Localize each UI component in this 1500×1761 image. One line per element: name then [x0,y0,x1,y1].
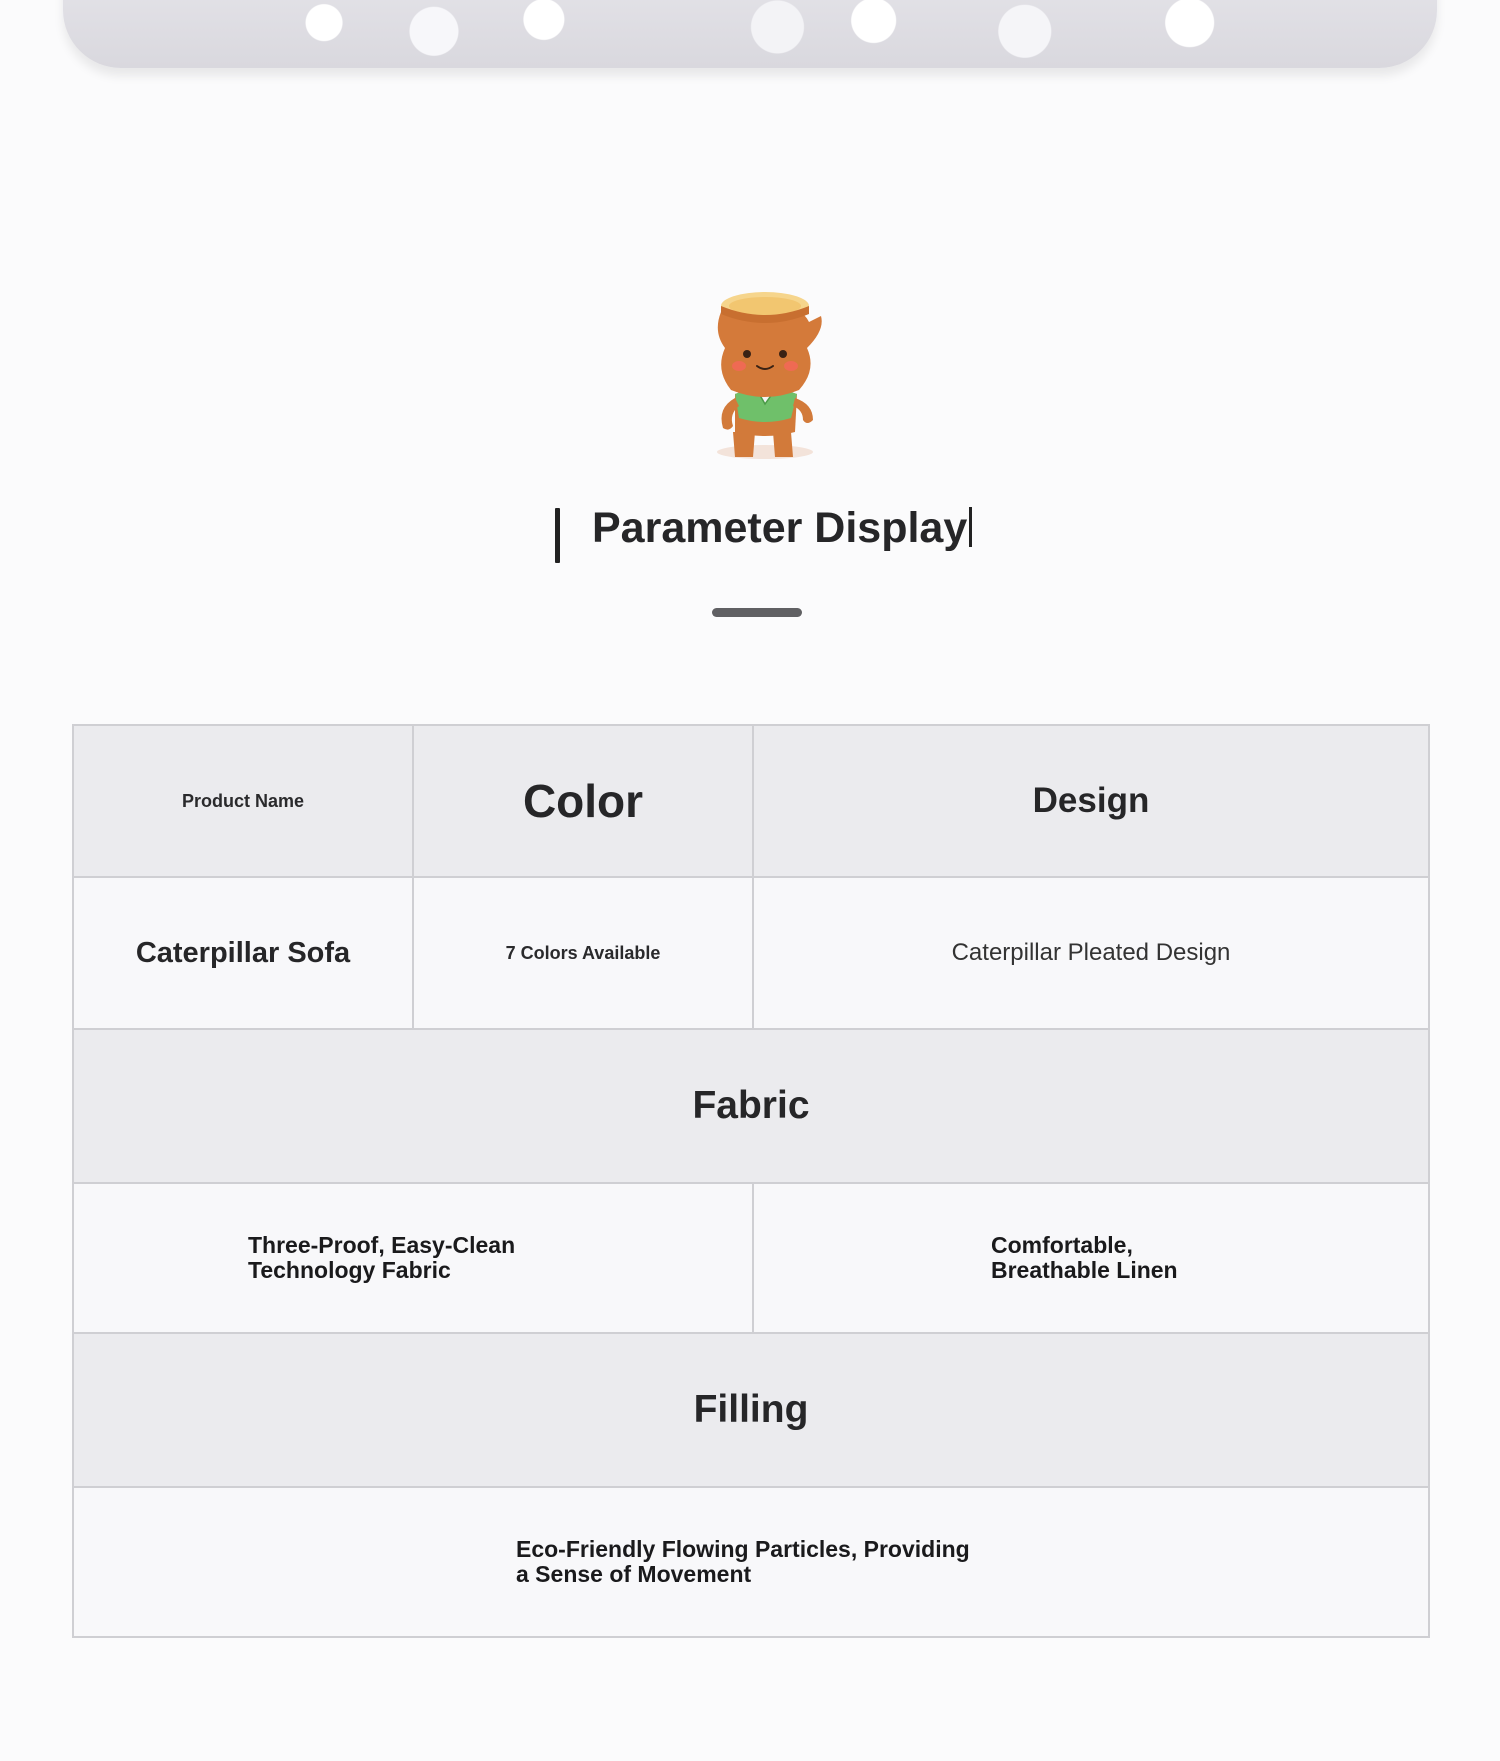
table-row [73,1183,1429,1333]
table-header-cell [413,725,753,877]
table-header-cell [73,725,413,877]
fabric-left-value [248,1233,578,1283]
table-section-row [73,1029,1429,1183]
product-name-value: Caterpillar Sofa [135,936,351,969]
fabric-left-line2: Technology Fabric [248,1257,451,1283]
table-header-cell [753,725,1429,877]
parameter-table [72,724,1430,1638]
filling-value [516,1537,986,1587]
table-cell [73,877,413,1029]
tree-stump-mascot-icon [695,282,835,462]
table-cell [753,877,1429,1029]
section-title [0,500,1500,570]
table-section-cell [73,1029,1429,1183]
fabric-right-line1: Comfortable, [991,1232,1133,1258]
fabric-heading: Fabric [692,1084,810,1127]
table-header-row [73,725,1429,877]
text-caret [969,507,972,547]
title-divider-pill [712,608,802,617]
table-cell [73,1487,1429,1637]
title-text-group [592,504,972,553]
table-cell [753,1183,1429,1333]
filling-heading: Filling [693,1388,809,1431]
table-cell [413,877,753,1029]
table-section-cell [73,1333,1429,1487]
hero-product-photo [63,0,1437,68]
table-section-row [73,1333,1429,1487]
table-cell [73,1183,753,1333]
design-header: Design [1032,781,1150,820]
fabric-right-value [991,1233,1191,1283]
filling-line2: a Sense of Movement [516,1561,752,1587]
title-accent-bar [555,508,560,563]
fabric-left-line1: Three-Proof, Easy-Clean [248,1232,516,1258]
color-value: 7 Colors Available [505,942,661,963]
table-row [73,877,1429,1029]
table-row [73,1487,1429,1637]
page-title: Parameter Display [592,504,968,552]
filling-line1: Eco-Friendly Flowing Particles, Providing [516,1536,970,1562]
design-value: Caterpillar Pleated Design [951,939,1231,966]
fabric-right-line2: Breathable Linen [991,1257,1178,1283]
color-header: Color [522,775,644,827]
product-name-header: Product Name [181,790,305,811]
